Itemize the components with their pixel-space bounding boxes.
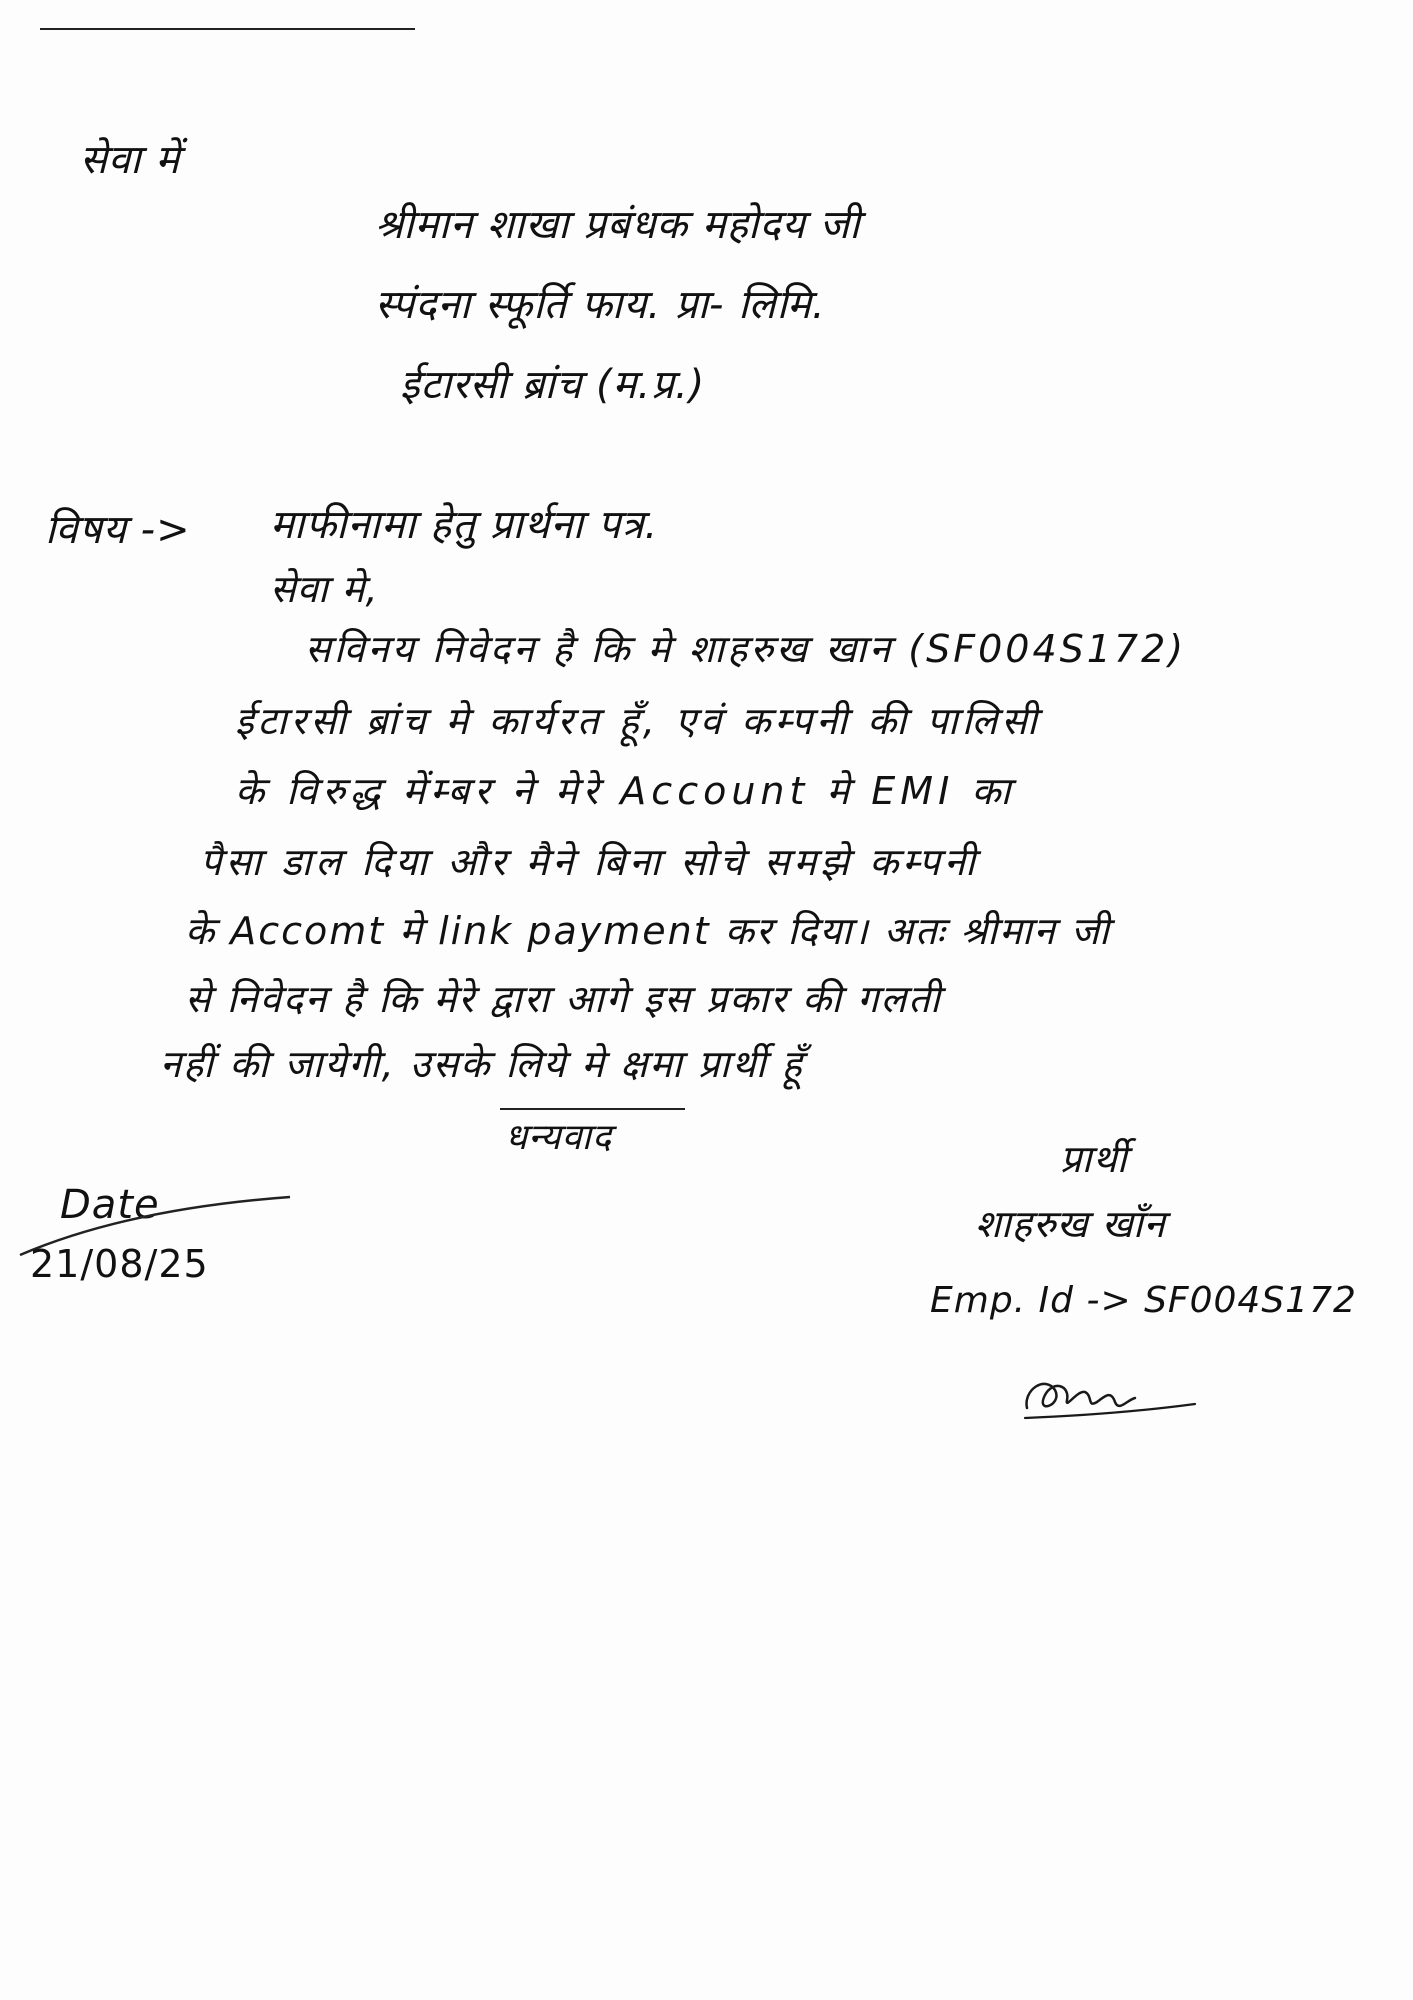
signature xyxy=(1015,1360,1215,1440)
closing: धन्यवाद xyxy=(505,1117,613,1158)
body-line-6: से निवेदन है कि मेरे द्वारा आगे इस प्रकार की गलती xyxy=(185,977,942,1021)
subject-label: विषय -> xyxy=(45,507,191,553)
addressee-line-2: स्पंदना स्फूर्ति फाय. प्रा- लिमि. xyxy=(375,282,826,328)
body-line-7: नहीं की जायेगी, उसके लिये मे क्षमा प्रार्थी हूँ xyxy=(160,1042,804,1086)
salutation: सेवा में xyxy=(80,137,181,183)
subject-text: माफीनामा हेतु प्रार्थना पत्र. xyxy=(270,502,659,548)
body-line-2: ईटारसी ब्रांच मे कार्यरत हूँ, एवं कम्पनी की पालिसी xyxy=(235,699,1041,743)
body-line-3: के विरुद्ध मेंम्बर ने मेरे Account मे EMI का xyxy=(235,769,1016,813)
signoff-label: प्रार्थी xyxy=(1060,1137,1128,1181)
date-label: Date xyxy=(60,1182,160,1228)
date-value: 21/08/25 xyxy=(30,1242,209,1286)
body-line-5: के Accomt मे link payment कर दिया। अतः श्रीमान जी xyxy=(185,909,1111,953)
sender-name: शाहरुख खाँन xyxy=(975,1202,1166,1246)
addressee-line-1: श्रीमान शाखा प्रबंधक महोदय जी xyxy=(375,202,861,248)
top-rule xyxy=(40,28,415,30)
body-line-1: सविनय निवेदन है कि मे शाहरुख खान (SF004S172) xyxy=(305,627,1187,671)
employee-id: Emp. Id -> SF004S172 xyxy=(930,1280,1357,1321)
body-line-4: पैसा डाल दिया और मैने बिना सोचे समझे कम्पनी xyxy=(200,840,979,884)
addressee-line-3: ईटारसी ब्रांच (म.प्र.) xyxy=(400,362,706,408)
closing-rule xyxy=(500,1108,685,1110)
greeting: सेवा मे, xyxy=(270,567,379,611)
